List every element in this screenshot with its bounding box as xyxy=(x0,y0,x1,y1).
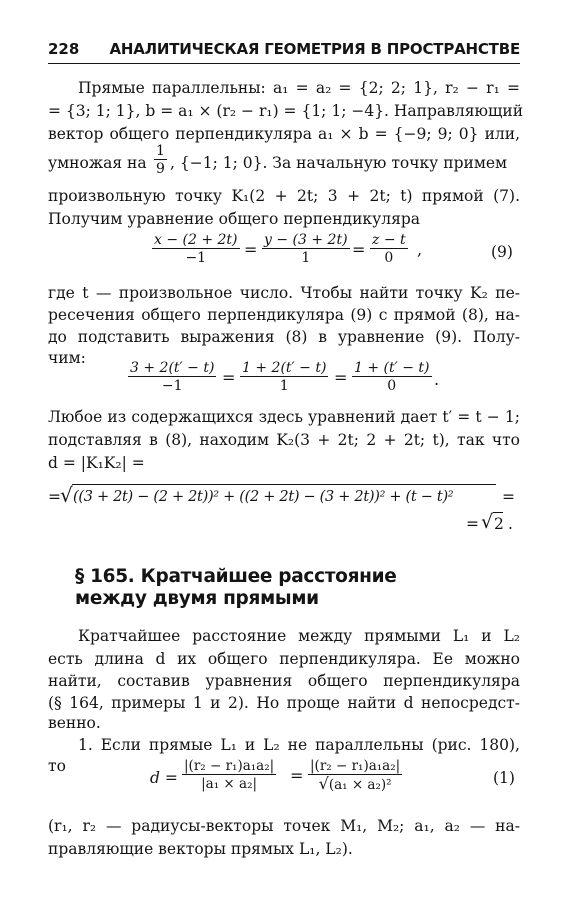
text-line: (r₁, r₂ — радиусы-векторы точек M₁, M₂; a₁, a₂ — на- xyxy=(48,817,520,835)
fraction: |(r₂ − r₁)a₁a₂| |a₁ × a₂| xyxy=(184,758,275,792)
equals-sign: = xyxy=(352,240,366,259)
text-line: найти, составив уравнения общего перпендикуляра xyxy=(48,672,520,690)
text-line: венно. xyxy=(48,714,101,732)
text-line: где t — произвольное число. Чтобы найти точку K₂ пе- xyxy=(48,284,520,302)
text-line: то xyxy=(48,757,66,775)
text-line: есть длина d их общего перпендикуляра. Ее можно xyxy=(48,650,520,668)
page-header xyxy=(48,40,520,62)
equals-sign: = xyxy=(466,515,479,533)
text-line: 1. Если прямые L₁ и L₂ не параллельны (рис. 180), xyxy=(78,736,520,754)
fraction: |(r₂ − r₁)a₁a₂| √(a₁ × a₂)² xyxy=(310,758,401,793)
fraction: z − t 0 xyxy=(372,232,406,266)
page-number: 228 xyxy=(48,40,80,58)
text-line: = {3; 1; 1}, b = a₁ × (r₂ − r₁) = {1; 1; −4}. Направляющий xyxy=(48,102,524,120)
text-line: до подставить выражения (8) в уравнение (9). Полу- xyxy=(48,328,520,346)
text-line: подставляя в (8), находим K₂(3 + 2t; 2 + 2t; t), так что xyxy=(48,431,520,449)
equation-label: (1) xyxy=(493,769,515,787)
header-rule xyxy=(48,63,520,64)
equals-sign: = xyxy=(334,368,348,387)
comma: , xyxy=(417,240,423,259)
text-line: (§ 164, примеры 1 и 2). Но проще найти d непосредст- xyxy=(48,694,520,712)
equals-sign: = xyxy=(48,488,61,506)
fraction: 3 + 2(t′ − t) −1 xyxy=(130,360,215,394)
sqrt-bar xyxy=(493,512,503,513)
text-line: правляющие векторы прямых L₁, L₂). xyxy=(48,840,353,858)
fraction-one-ninth: 1 9 xyxy=(156,143,165,177)
text-line: произвольную точку K₁(2 + 2t; 3 + 2t; t) прямой (7). xyxy=(48,187,520,205)
sqrt-bar xyxy=(72,484,496,485)
sqrt-radicand: ((3 + 2t) − (2 + 2t))² + ((2 + 2t) − (3 + 2t))² + (t − t)² xyxy=(73,489,454,505)
equals-sign: = xyxy=(502,488,515,506)
text-line: Кратчайшее расстояние между прямыми L₁ и L₂ xyxy=(78,627,520,645)
sqrt-symbol: √ xyxy=(60,483,73,507)
fraction: 1 + 2(t′ − t) 1 xyxy=(242,360,327,394)
sqrt-radicand: 2 xyxy=(494,515,504,533)
text-line: Получим уравнение общего перпендикуляра xyxy=(48,210,421,228)
text-line: умножая на xyxy=(48,154,147,172)
text-line: , {−1; 1; 0}. За начальную точку примем xyxy=(170,154,508,172)
equation-label: (9) xyxy=(491,243,513,261)
sqrt-symbol: √ xyxy=(481,511,494,533)
equals-sign: = xyxy=(244,240,258,259)
sqrt-symbol: √ xyxy=(318,774,329,793)
fraction: 1 + (t′ − t) 0 xyxy=(354,360,430,394)
equation-lhs: d = xyxy=(150,769,178,787)
equals-sign: = xyxy=(290,766,304,785)
period: . xyxy=(508,515,513,533)
fraction: y − (3 + 2t) 1 xyxy=(264,232,348,266)
period: . xyxy=(434,370,440,389)
section-heading: § 165. Кратчайшее расстояние xyxy=(75,566,397,587)
fraction: x − (2 + 2t) −1 xyxy=(154,232,238,266)
section-heading: между двумя прямыми xyxy=(75,588,319,609)
equals-sign: = xyxy=(222,368,236,387)
text-line: Любое из содержащихся здесь уравнений дает t′ = t − 1; xyxy=(48,408,520,426)
text-line: ресечения общего перпендикуляра (9) с прямой (8), на- xyxy=(48,306,520,324)
text-line: d = |K₁K₂| = xyxy=(48,454,145,472)
text-line: чим: xyxy=(48,349,86,367)
text-line: вектор общего перпендикуляра a₁ × b = {−9; 9; 0} или, xyxy=(48,125,520,143)
running-title: АНАЛИТИЧЕСКАЯ ГЕОМЕТРИЯ В ПРОСТРАНСТВЕ xyxy=(109,40,520,58)
text-line: Прямые параллельны: a₁ = a₂ = {2; 2; 1}, r₂ − r₁ = xyxy=(78,79,520,97)
